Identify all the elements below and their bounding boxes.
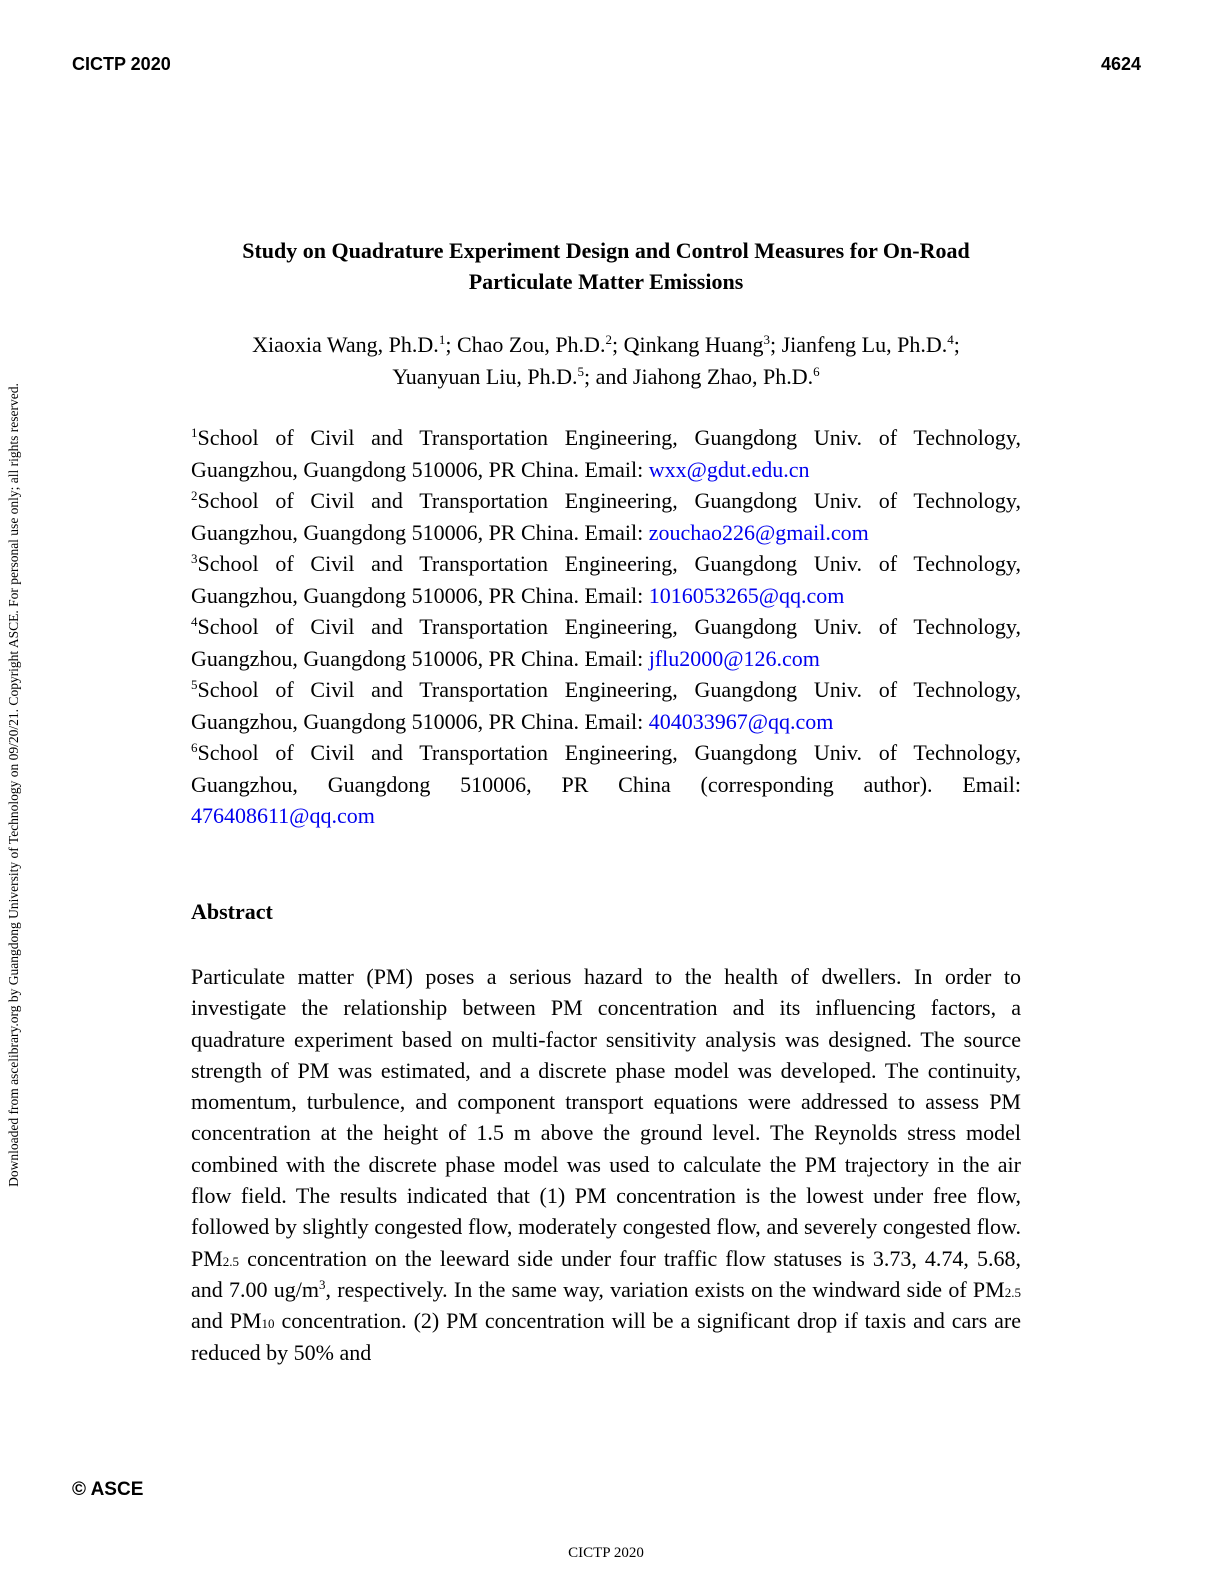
email-link[interactable]: 404033967@qq.com (648, 708, 834, 734)
author-name: Jianfeng Lu, Ph.D. (781, 332, 948, 357)
author-sep: ; and (584, 364, 633, 389)
affiliations (191, 422, 1021, 832)
author-sup: 5 (577, 364, 584, 379)
author-name: Jiahong Zhao, Ph.D. (632, 364, 814, 389)
affiliation-text: School of Civil and Transportation Engineering, Guangdong Univ. of Technology, Guangzhou, Guangdong 510006, PR China. Email: (191, 425, 1021, 482)
subscript: 10 (261, 1316, 275, 1332)
author-sep: ; (445, 332, 457, 357)
author-sup: 1 (438, 332, 446, 347)
superscript: 3 (319, 1276, 326, 1292)
affiliation-text: School of Civil and Transportation Engineering, Guangdong Univ. of Technology, Guangzhou, Guangdong 510006, PR China. Email: (191, 614, 1021, 671)
paper-title (190, 235, 1022, 297)
subscript: 2.5 (1004, 1284, 1021, 1300)
email-link[interactable]: 1016053265@qq.com (648, 582, 845, 608)
title-line-1: Study on Quadrature Experiment Design and Control Measures for On-Road (242, 238, 970, 263)
download-notice: Downloaded from ascelibrary.org by Guangdong University of Technology on 09/20/21. Copyright ASCE. For personal use only; all rights reserved. (6, 383, 21, 1187)
author-sep: ; (769, 332, 782, 357)
affiliation-text: School of Civil and Transportation Engineering, Guangdong Univ. of Technology, Guangzhou, Guangdong 510006, PR China. Email: (191, 488, 1021, 545)
subscript: 2.5 (222, 1253, 240, 1269)
author-line-1 (190, 329, 1022, 361)
affiliation-number: 6 (191, 740, 198, 755)
affiliation-number: 5 (191, 677, 198, 692)
author-line-2 (190, 361, 1022, 393)
author-name: Chao Zou, Ph.D. (456, 332, 606, 357)
author-sup: 3 (763, 332, 770, 347)
abstract-text: Particulate matter (PM) poses a serious hazard to the health of dwellers. In order to investigate the relationship between PM concentration and its influencing factors, a quadrature experiment based on multi-factor sensitivity analysis was designed. The source strength of PM was estimated, and a discrete phase model was developed. The continuity, momentum, turbulence, and component transport equations were addressed to assess PM concentration at the height of 1.5 m above the ground level. The Reynolds stress model combined with the discrete phase model was used to calculate the PM trajectory in the air flow field. The results indicated that (1) PM concentration is the lowest under free flow, followed by slightly congested flow, moderately congested flow, and severely congested flow. PM (191, 964, 1021, 1271)
author-sep: ; (953, 332, 960, 357)
author-sup: 4 (947, 332, 954, 347)
affiliation-5 (191, 674, 1021, 737)
affiliation-text: School of Civil and Transportation Engineering, Guangdong Univ. of Technology, Guangzhou, Guangdong 510006, PR China. Email: (191, 551, 1021, 608)
author-name: Xiaoxia Wang, Ph.D. (252, 332, 439, 357)
affiliation-3 (191, 548, 1021, 611)
email-link[interactable]: wxx@gdut.edu.cn (648, 456, 810, 482)
page-number: 4624 (1100, 54, 1141, 74)
author-sup: 6 (813, 364, 820, 379)
affiliation-number: 4 (191, 614, 198, 629)
running-header-left: CICTP 2020 (72, 54, 171, 74)
abstract-paragraph (191, 961, 1021, 1368)
abstract-text: concentration. (2) PM concentration will be a significant drop if taxis and cars are reduced by 50% and (191, 1308, 1021, 1365)
author-sup: 2 (605, 332, 612, 347)
abstract-text: and PM (191, 1308, 262, 1334)
copyright-footer: © ASCE (72, 1479, 144, 1500)
footer-conference: CICTP 2020 (568, 1545, 644, 1561)
affiliation-6 (191, 737, 1021, 832)
affiliation-2 (191, 485, 1021, 548)
author-list (190, 329, 1022, 393)
affiliation-4 (191, 611, 1021, 674)
email-link[interactable]: 476408611@qq.com (191, 803, 375, 828)
affiliation-number: 3 (191, 551, 198, 566)
email-link[interactable]: jflu2000@126.com (648, 645, 820, 671)
affiliation-text: School of Civil and Transportation Engineering, Guangdong Univ. of Technology, Guangzhou, Guangdong 510006, PR China (corresponding author). Email: (191, 740, 1021, 797)
author-sep: ; (611, 332, 624, 357)
affiliation-1 (191, 422, 1021, 485)
abstract-text: , respectively. In the same way, variation exists on the windward side of PM (325, 1276, 1005, 1302)
affiliation-number: 1 (191, 425, 198, 440)
abstract-heading: Abstract (191, 899, 273, 924)
title-line-2: Particulate Matter Emissions (468, 269, 744, 294)
affiliation-number: 2 (191, 488, 198, 503)
affiliation-text: School of Civil and Transportation Engineering, Guangdong Univ. of Technology, Guangzhou, Guangdong 510006, PR China. Email: (191, 677, 1021, 734)
abstract-text: concentration on the leeward side under four traffic flow statuses is 3.73, 4.74, 5.68, and 7.00 ug/m (191, 1245, 1021, 1302)
email-link[interactable]: zouchao226@gmail.com (648, 519, 869, 545)
author-name: Yuanyuan Liu, Ph.D. (392, 364, 578, 389)
author-name: Qinkang Huang (623, 332, 764, 357)
